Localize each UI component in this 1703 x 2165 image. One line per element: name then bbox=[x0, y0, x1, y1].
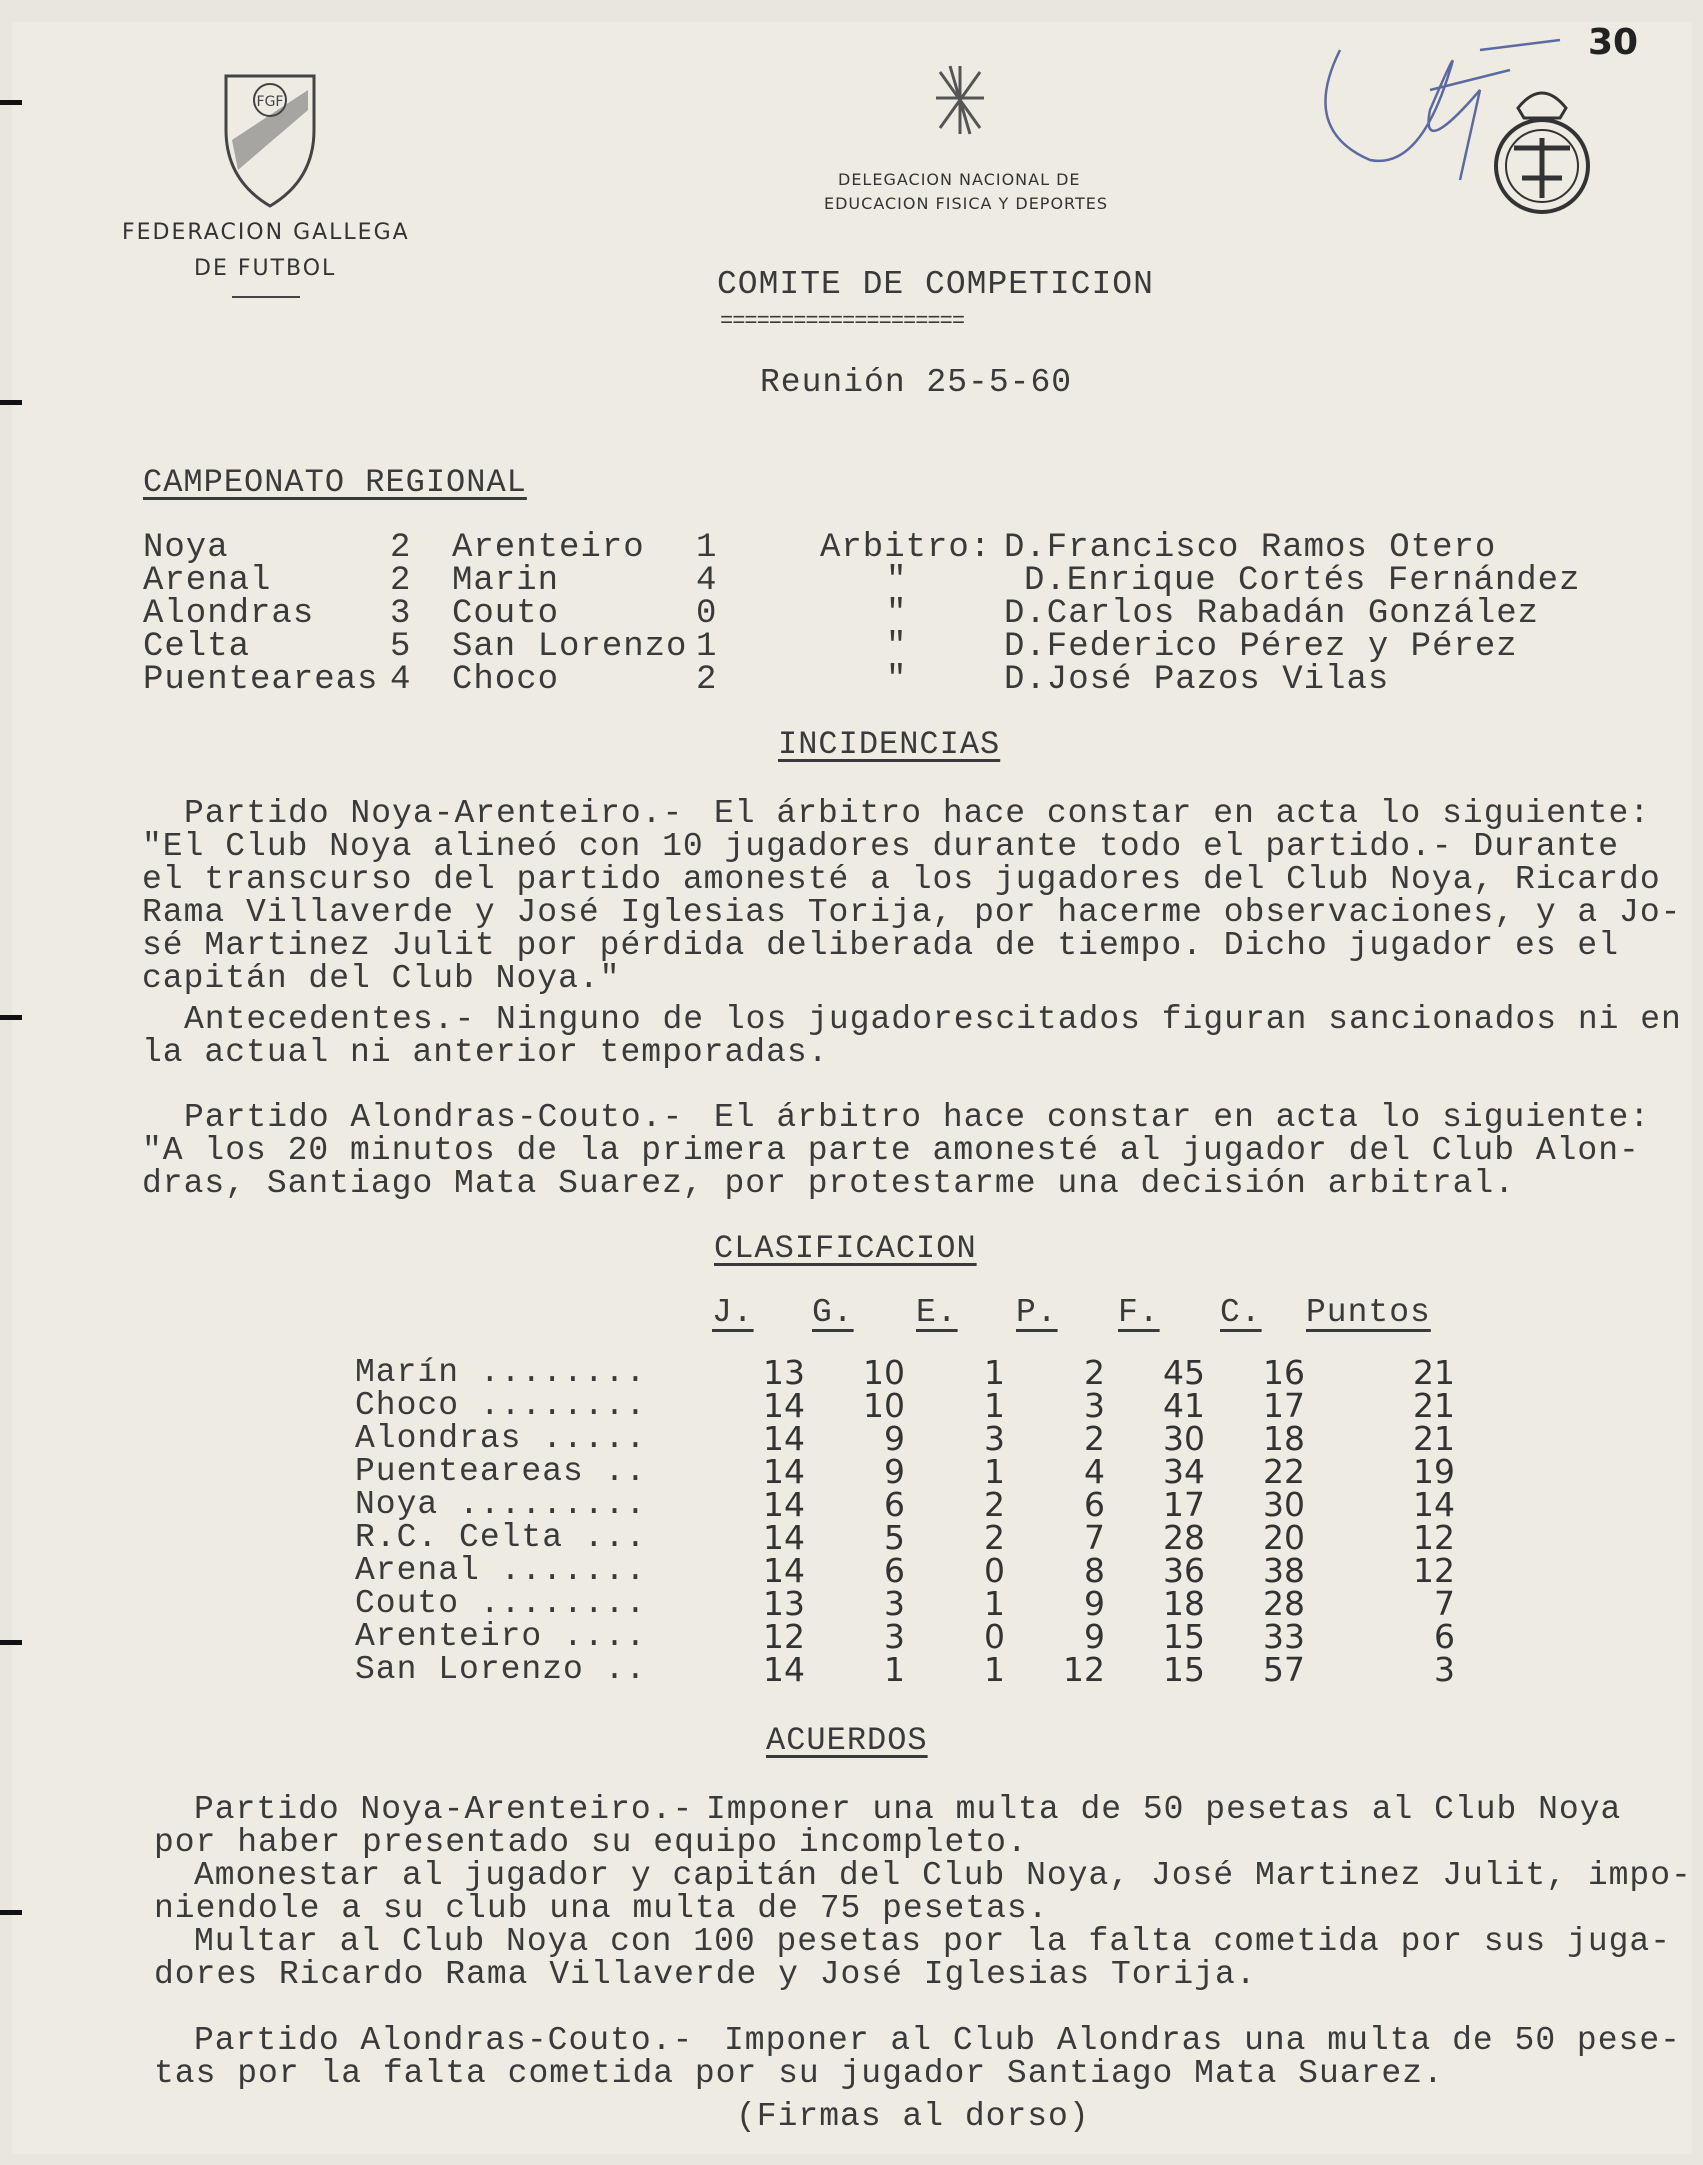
antecedentes-text: la actual ni anterior temporadas. bbox=[142, 1034, 829, 1071]
referee-name: D.José Pazos Vilas bbox=[1004, 661, 1390, 699]
result-home: Celta bbox=[143, 628, 251, 666]
stat-p: 7 bbox=[1084, 1518, 1105, 1557]
stat-j: 14 bbox=[763, 1518, 805, 1557]
stat-f: 45 bbox=[1163, 1353, 1205, 1392]
result-away: Couto bbox=[452, 595, 560, 633]
royal-crest-icon bbox=[1488, 78, 1596, 218]
referee-name: D.Carlos Rabadán González bbox=[1004, 595, 1540, 633]
section-heading-clasificacion: CLASIFICACION bbox=[714, 1230, 977, 1267]
incident-match-label: Partido Alondras-Couto.- bbox=[184, 1099, 684, 1136]
standings-row bbox=[355, 1356, 1455, 1389]
stat-g: 3 bbox=[884, 1617, 905, 1656]
stat-p: 8 bbox=[1084, 1551, 1105, 1590]
delegation-line1: DELEGACION NACIONAL DE bbox=[838, 170, 1081, 189]
stat-p: 12 bbox=[1063, 1650, 1105, 1689]
stat-g: 9 bbox=[884, 1452, 905, 1491]
team-name: R.C. Celta ... bbox=[355, 1519, 647, 1556]
incident-text: "A los 20 minutos de la primera parte amonesté al jugador del Club Alon- bbox=[142, 1132, 1640, 1169]
stat-g: 10 bbox=[863, 1386, 905, 1425]
standings-row bbox=[355, 1389, 1455, 1422]
result-home-goals: 5 bbox=[390, 628, 412, 666]
stat-j: 14 bbox=[763, 1485, 805, 1524]
incident-text: sé Martinez Julit por pérdida deliberada de tiempo. Dicho jugador es el bbox=[142, 927, 1620, 964]
binder-mark bbox=[0, 100, 22, 105]
stat-f: 34 bbox=[1163, 1452, 1205, 1491]
team-name: Couto ........ bbox=[355, 1585, 647, 1622]
result-away-goals: 2 bbox=[696, 661, 718, 699]
team-name: Marín ........ bbox=[355, 1354, 647, 1391]
incident-text: capitán del Club Noya." bbox=[142, 960, 621, 997]
stat-j: 12 bbox=[763, 1617, 805, 1656]
standings-row bbox=[355, 1455, 1455, 1488]
stat-g: 10 bbox=[863, 1353, 905, 1392]
stat-e: 2 bbox=[984, 1485, 1005, 1524]
section-heading-incidencias: INCIDENCIAS bbox=[778, 726, 1001, 763]
stat-g: 6 bbox=[884, 1551, 905, 1590]
referee-name: D.Federico Pérez y Pérez bbox=[1004, 628, 1518, 666]
incident-text: El árbitro hace constar en acta lo siguiente: bbox=[714, 1099, 1651, 1136]
column-header: P. bbox=[1016, 1294, 1058, 1331]
ditto-mark: " bbox=[886, 661, 908, 699]
stat-p: 2 bbox=[1084, 1353, 1105, 1392]
stat-j: 14 bbox=[763, 1650, 805, 1689]
binder-mark bbox=[0, 400, 22, 405]
federation-name-line2: DE FUTBOL bbox=[194, 256, 337, 281]
stat-p: 6 bbox=[1084, 1485, 1105, 1524]
team-name: San Lorenzo .. bbox=[355, 1651, 647, 1688]
stat-c: 57 bbox=[1263, 1650, 1305, 1689]
result-away: Marin bbox=[452, 562, 560, 600]
yoke-arrows-emblem-icon bbox=[932, 64, 988, 136]
section-heading-acuerdos: ACUERDOS bbox=[766, 1722, 928, 1759]
referee-label: Arbitro: bbox=[820, 529, 992, 567]
stat-c: 18 bbox=[1263, 1419, 1305, 1458]
result-away-goals: 4 bbox=[696, 562, 718, 600]
incident-text: dras, Santiago Mata Suarez, por protestarme una decisión arbitral. bbox=[142, 1165, 1516, 1202]
stat-f: 18 bbox=[1163, 1584, 1205, 1623]
stat-j: 14 bbox=[763, 1452, 805, 1491]
stat-pts: 19 bbox=[1413, 1452, 1455, 1491]
stat-f: 36 bbox=[1163, 1551, 1205, 1590]
agreement-text: Multar al Club Noya con 100 pesetas por la falta cometida por sus juga- bbox=[194, 1923, 1672, 1960]
column-header: F. bbox=[1118, 1294, 1160, 1331]
stat-pts: 21 bbox=[1413, 1386, 1455, 1425]
column-header: E. bbox=[916, 1294, 958, 1331]
stat-e: 2 bbox=[984, 1518, 1005, 1557]
agreement-text: Imponer al Club Alondras una multa de 50 pese- bbox=[724, 2022, 1681, 2059]
meeting-date: Reunión 25-5-60 bbox=[760, 364, 1073, 401]
referee-name: D.Francisco Ramos Otero bbox=[1004, 529, 1497, 567]
stat-f: 30 bbox=[1163, 1419, 1205, 1458]
column-header: C. bbox=[1220, 1294, 1262, 1331]
stat-g: 5 bbox=[884, 1518, 905, 1557]
agreement-text: por haber presentado su equipo incompleto. bbox=[154, 1824, 1028, 1861]
stat-e: 1 bbox=[984, 1452, 1005, 1491]
incident-text: el transcurso del partido amonesté a los jugadores del Club Noya, Ricardo bbox=[142, 861, 1661, 898]
stat-p: 3 bbox=[1084, 1386, 1105, 1425]
result-away: Arenteiro bbox=[452, 529, 645, 567]
stat-c: 28 bbox=[1263, 1584, 1305, 1623]
result-away-goals: 1 bbox=[696, 529, 718, 567]
column-header: Puntos bbox=[1306, 1294, 1431, 1331]
delegation-line2: EDUCACION FISICA Y DEPORTES bbox=[824, 194, 1109, 213]
result-away: Choco bbox=[452, 661, 560, 699]
stat-g: 3 bbox=[884, 1584, 905, 1623]
stat-c: 20 bbox=[1263, 1518, 1305, 1557]
antecedentes-text: Antecedentes.- Ninguno de los jugadorescitados figuran sancionados ni en bbox=[184, 1001, 1682, 1038]
result-home-goals: 3 bbox=[390, 595, 412, 633]
stat-f: 15 bbox=[1163, 1650, 1205, 1689]
stat-p: 4 bbox=[1084, 1452, 1105, 1491]
result-away-goals: 1 bbox=[696, 628, 718, 666]
result-away-goals: 0 bbox=[696, 595, 718, 633]
stat-f: 15 bbox=[1163, 1617, 1205, 1656]
stat-p: 2 bbox=[1084, 1419, 1105, 1458]
agreement-text: Imponer una multa de 50 pesetas al Club Noya bbox=[706, 1791, 1622, 1828]
result-home: Puenteareas bbox=[143, 661, 379, 699]
stat-g: 1 bbox=[884, 1650, 905, 1689]
stat-e: 0 bbox=[984, 1551, 1005, 1590]
stat-c: 22 bbox=[1263, 1452, 1305, 1491]
standings-row bbox=[355, 1521, 1455, 1554]
binder-mark bbox=[0, 1015, 22, 1020]
stat-c: 30 bbox=[1263, 1485, 1305, 1524]
result-home-goals: 2 bbox=[390, 562, 412, 600]
stat-pts: 3 bbox=[1434, 1650, 1455, 1689]
stat-e: 1 bbox=[984, 1353, 1005, 1392]
stat-pts: 12 bbox=[1413, 1551, 1455, 1590]
binder-mark bbox=[0, 1910, 22, 1915]
signatures-note: (Firmas al dorso) bbox=[736, 2098, 1090, 2135]
stat-p: 9 bbox=[1084, 1584, 1105, 1623]
stat-pts: 21 bbox=[1413, 1419, 1455, 1458]
binder-mark bbox=[0, 1640, 22, 1645]
agreement-match-label: Partido Alondras-Couto.- bbox=[194, 2022, 694, 2059]
ditto-mark: " bbox=[886, 628, 908, 666]
stat-e: 0 bbox=[984, 1617, 1005, 1656]
agreement-match-label: Partido Noya-Arenteiro.- bbox=[194, 1791, 694, 1828]
ditto-mark: " bbox=[886, 562, 908, 600]
stat-e: 1 bbox=[984, 1650, 1005, 1689]
result-away: San Lorenzo bbox=[452, 628, 688, 666]
incident-text: Rama Villaverde y José Iglesias Torija, por hacerme observaciones, y a Jo- bbox=[142, 894, 1682, 931]
standings-row bbox=[355, 1488, 1455, 1521]
incident-text: "El Club Noya alineó con 10 jugadores durante todo el partido.- Durante bbox=[142, 828, 1620, 865]
column-header: J. bbox=[712, 1294, 754, 1331]
divider bbox=[232, 296, 300, 298]
team-name: Arenal ....... bbox=[355, 1552, 647, 1589]
ditto-mark: " bbox=[886, 595, 908, 633]
agreement-text: dores Ricardo Rama Villaverde y José Iglesias Torija. bbox=[154, 1956, 1257, 1993]
stat-c: 17 bbox=[1263, 1386, 1305, 1425]
stat-f: 28 bbox=[1163, 1518, 1205, 1557]
document-title: COMITE DE COMPETICION bbox=[717, 266, 1154, 303]
result-home-goals: 2 bbox=[390, 529, 412, 567]
stat-c: 33 bbox=[1263, 1617, 1305, 1656]
team-name: Arenteiro .... bbox=[355, 1618, 647, 1655]
svg-text:FGF: FGF bbox=[256, 94, 284, 110]
stat-f: 41 bbox=[1163, 1386, 1205, 1425]
stat-f: 17 bbox=[1163, 1485, 1205, 1524]
stat-c: 16 bbox=[1263, 1353, 1305, 1392]
result-home-goals: 4 bbox=[390, 661, 412, 699]
standings-row bbox=[355, 1587, 1455, 1620]
stat-pts: 6 bbox=[1434, 1617, 1455, 1656]
team-name: Puenteareas .. bbox=[355, 1453, 647, 1490]
stat-j: 13 bbox=[763, 1353, 805, 1392]
standings-row bbox=[355, 1653, 1455, 1686]
incident-text: El árbitro hace constar en acta lo siguiente: bbox=[714, 795, 1651, 832]
title-double-rule: ==================== bbox=[720, 309, 965, 334]
standings-table bbox=[355, 1353, 1455, 1689]
stat-pts: 21 bbox=[1413, 1353, 1455, 1392]
stat-j: 13 bbox=[763, 1584, 805, 1623]
stat-g: 6 bbox=[884, 1485, 905, 1524]
result-home: Noya bbox=[143, 529, 229, 567]
stat-pts: 7 bbox=[1434, 1584, 1455, 1623]
page-number: 30 bbox=[1588, 22, 1639, 63]
column-header: G. bbox=[812, 1294, 854, 1331]
stat-c: 38 bbox=[1263, 1551, 1305, 1590]
result-home: Alondras bbox=[143, 595, 315, 633]
federation-name: FEDERACION GALLEGA bbox=[122, 220, 410, 245]
standings-row bbox=[355, 1554, 1455, 1587]
stat-e: 1 bbox=[984, 1584, 1005, 1623]
incident-match-label: Partido Noya-Arenteiro.- bbox=[184, 795, 684, 832]
section-heading-campeonato: CAMPEONATO REGIONAL bbox=[143, 464, 527, 501]
standings-row bbox=[355, 1620, 1455, 1653]
stat-pts: 14 bbox=[1413, 1485, 1455, 1524]
referee-name: D.Enrique Cortés Fernández bbox=[1024, 562, 1581, 600]
stat-p: 9 bbox=[1084, 1617, 1105, 1656]
agreement-text: Amonestar al jugador y capitán del Club Noya, José Martinez Julit, impo- bbox=[194, 1857, 1692, 1894]
stat-pts: 12 bbox=[1413, 1518, 1455, 1557]
stat-j: 14 bbox=[763, 1419, 805, 1458]
standings-row bbox=[355, 1422, 1455, 1455]
agreement-text: niendole a su club una multa de 75 pesetas. bbox=[154, 1890, 1049, 1927]
stat-g: 9 bbox=[884, 1419, 905, 1458]
stat-e: 3 bbox=[984, 1419, 1005, 1458]
federation-crest-icon bbox=[222, 70, 318, 210]
team-name: Noya ......... bbox=[355, 1486, 647, 1523]
team-name: Choco ........ bbox=[355, 1387, 647, 1424]
team-name: Alondras ..... bbox=[355, 1420, 647, 1457]
result-home: Arenal bbox=[143, 562, 272, 600]
stat-j: 14 bbox=[763, 1551, 805, 1590]
stat-j: 14 bbox=[763, 1386, 805, 1425]
agreement-text: tas por la falta cometida por su jugador Santiago Mata Suarez. bbox=[154, 2055, 1444, 2092]
stat-e: 1 bbox=[984, 1386, 1005, 1425]
